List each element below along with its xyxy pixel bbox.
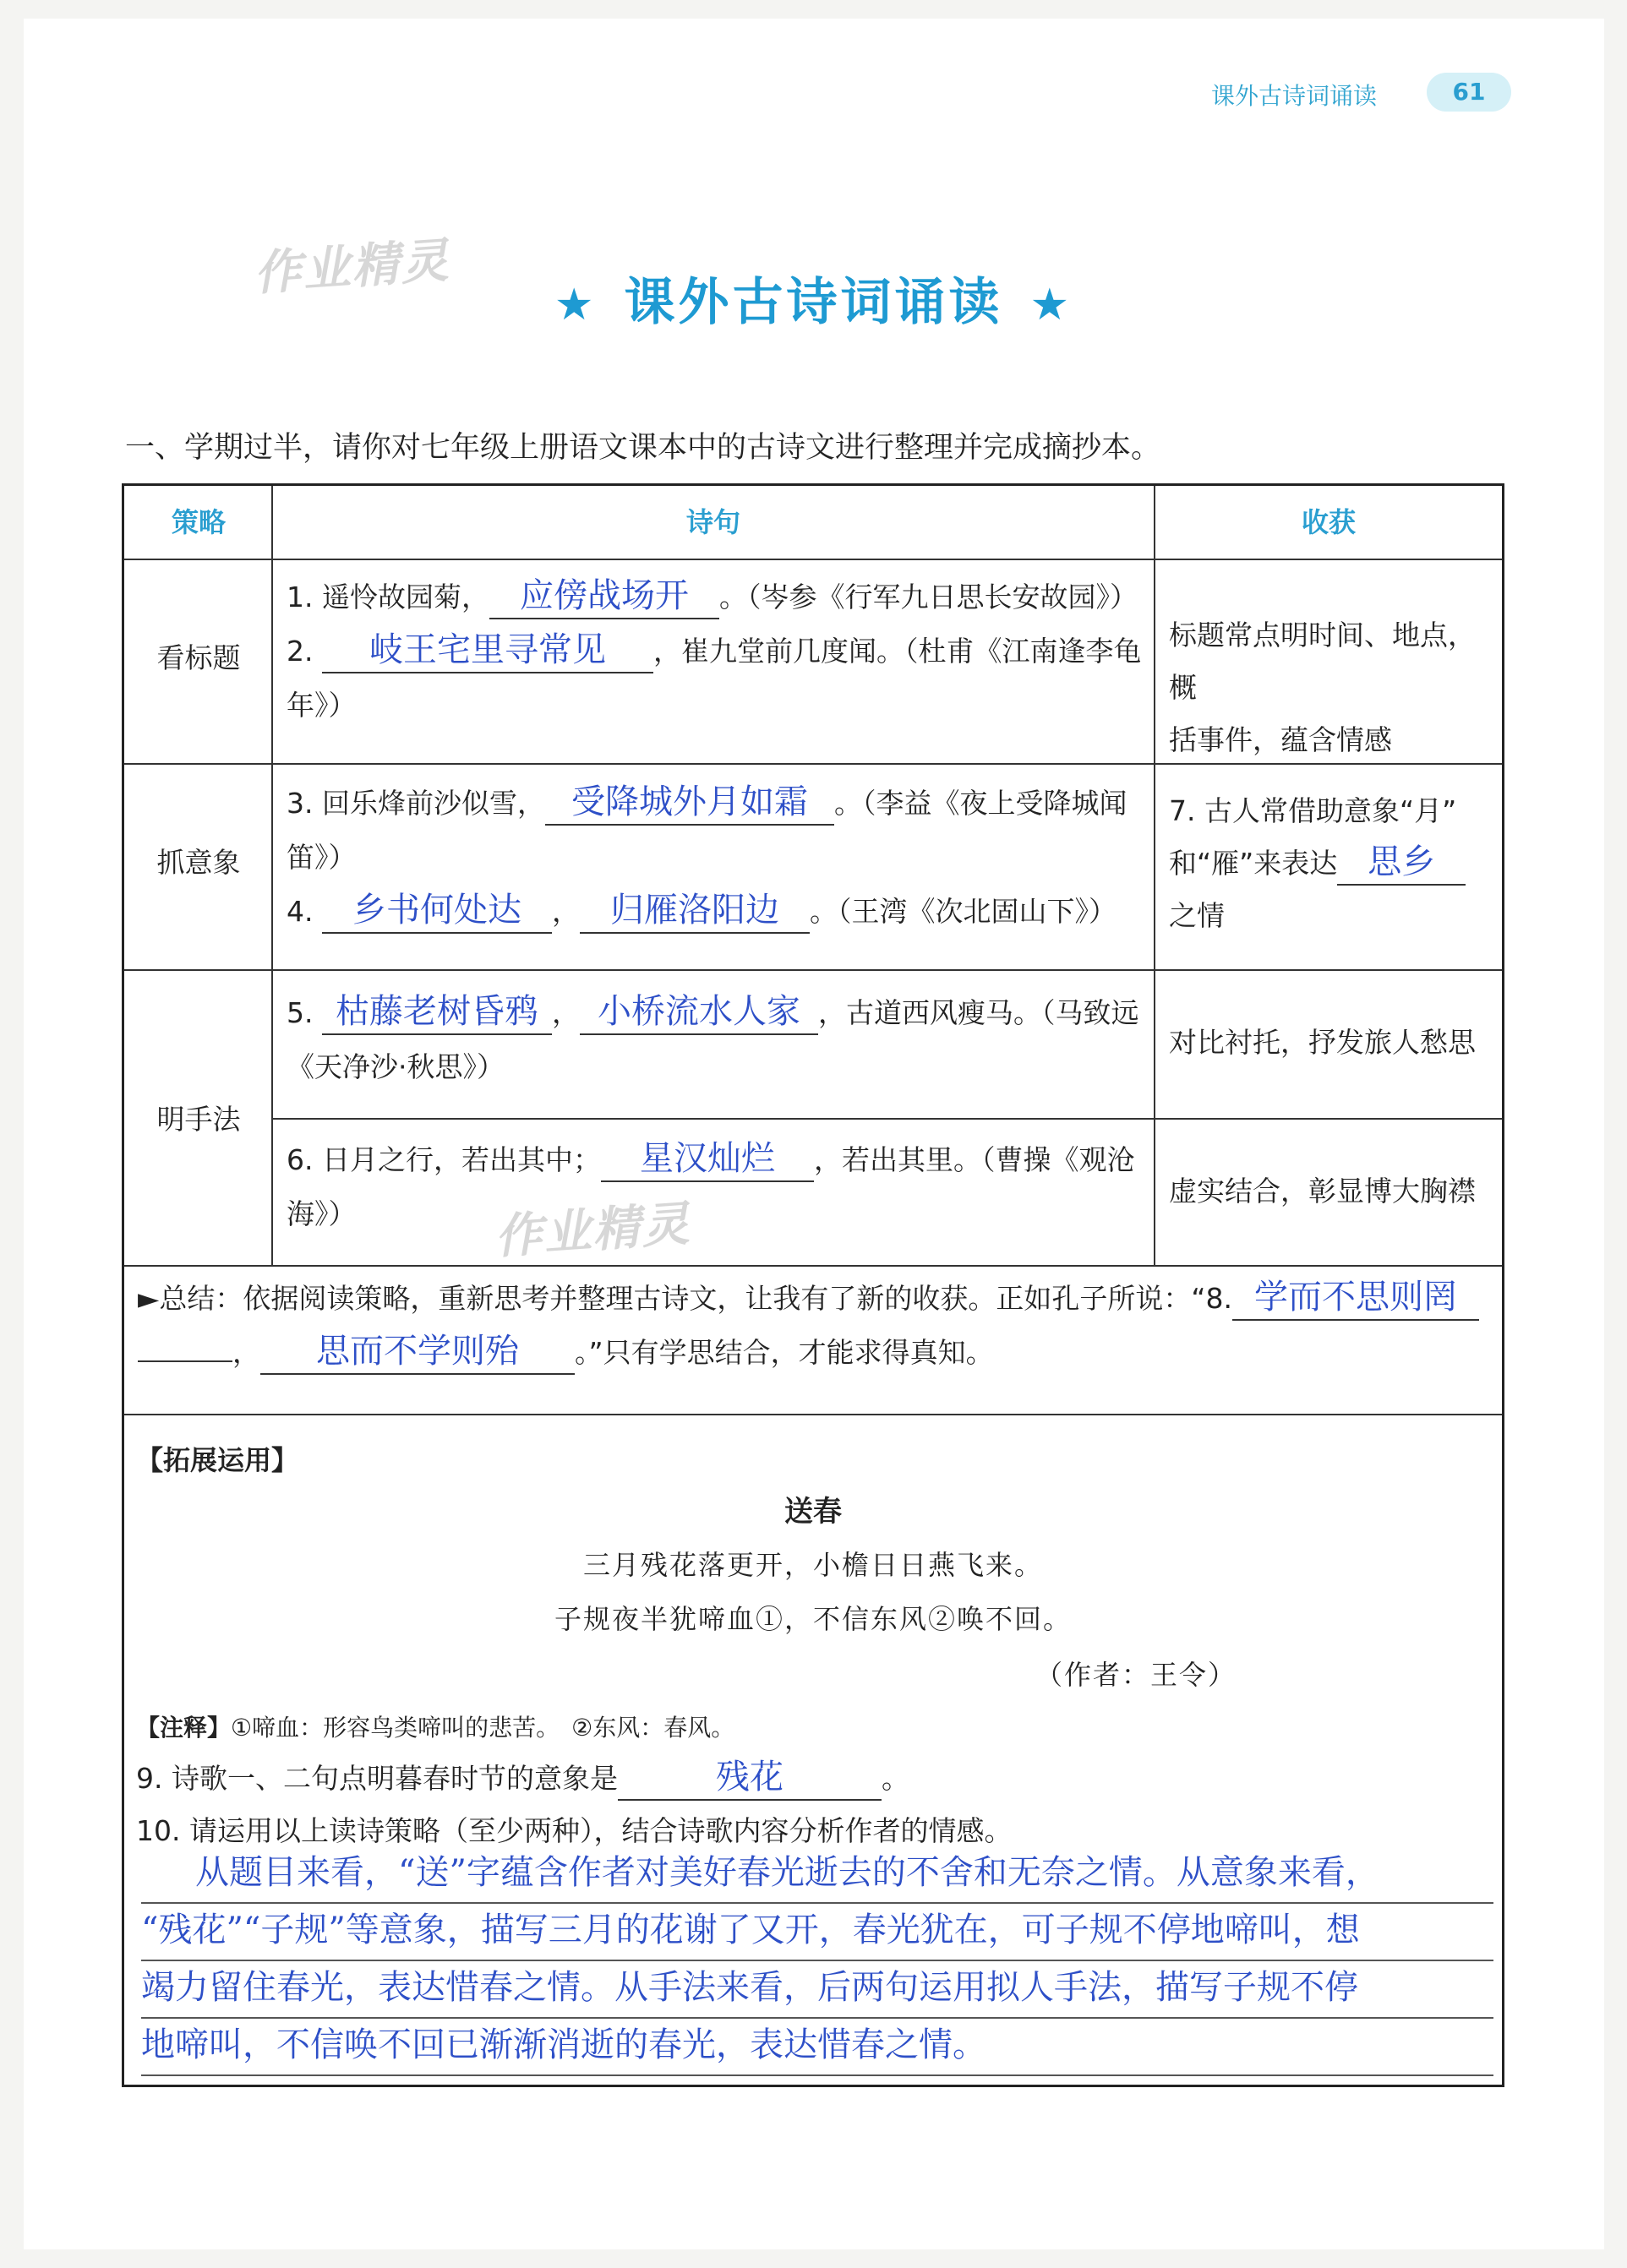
question-9: 9. 诗歌一、二句点明暮春时节的意象是 残花 。 [136, 1753, 909, 1804]
poem-line: 子规夜半犹啼血①，不信东风②唤不回。 [554, 1603, 1072, 1635]
verse-cell [287, 986, 1149, 1094]
divider [124, 559, 1502, 560]
answer-blank[interactable]: 思乡 [1337, 840, 1466, 886]
verse-item-2: 2. 岐王宅里寻常见 ，崔九堂前几度闻。（杜甫《江南逢李龟 [287, 624, 1149, 679]
answer-line[interactable]: 地啼叫，不信唤不回已渐渐消逝的春光，表达惜春之情。 [141, 2019, 1493, 2076]
header-section-title: 课外古诗词诵读 [1211, 82, 1378, 110]
gain-cell: 对比衬托，抒发旅人愁思 [1169, 1026, 1476, 1059]
verse-item-4: 4. 乡书何处达 ， 归雁洛阳边 。（王湾《次北固山下》） [287, 885, 1149, 939]
answer-blank[interactable]: 应傍战场开 [489, 574, 719, 619]
watermark-top: 作业精灵 [252, 232, 452, 303]
table-header-verses: 诗句 [685, 506, 740, 538]
table-header-gains: 收获 [1301, 506, 1356, 538]
answer-blank[interactable]: 思而不学则殆 [260, 1329, 575, 1375]
question-1-prompt: 一、学期过半，请你对七年级上册语文课本中的古诗文进行整理并完成摘抄本。 [125, 431, 1161, 465]
strategy-label: 看标题 [156, 641, 241, 674]
divider [1154, 486, 1155, 1265]
gain-cell: 虚实结合，彰显博大胸襟 [1169, 1175, 1476, 1208]
summary-text: ►总结：依据阅读策略，重新思考并整理古诗文，让我有了新的收获。正如孔子所说：“8. [138, 1282, 1232, 1315]
answer-line[interactable]: 竭力留住春光，表达惜春之情。从手法来看，后两句运用拟人手法，描写子规不停 [141, 1961, 1493, 2019]
divider [124, 1414, 1502, 1415]
answer-blank[interactable]: 残花 [618, 1755, 882, 1801]
gain-line: 7. 古人常借助意象“月” [1169, 794, 1457, 827]
strategy-label: 抓意象 [156, 846, 241, 879]
summary-text: 。”只有学思结合，才能求得真知。 [575, 1336, 994, 1369]
poem-line: 三月残花落更开，小檐日日燕飞来。 [582, 1549, 1043, 1581]
question-10: 10. 请运用以上读诗策略（至少两种），结合诗歌内容分析作者的情感。 [136, 1814, 1013, 1847]
page-number-badge: 61 [1427, 73, 1511, 112]
verse-item-6-cont: 海》） [287, 1197, 357, 1230]
answer-blank[interactable]: 受降城外月如霜 [545, 780, 834, 826]
verse-item-6: 6. 日月之行，若出其中； 星汉灿烂 ，若出其里。（曹操《观沧 [287, 1133, 1149, 1187]
verse-cell [287, 777, 1149, 939]
extension-label: 【拓展运用】 [136, 1444, 299, 1476]
poem-notes: 【注释】①啼血：形容鸟类啼叫的悲苦。 ②东风：春风。 [136, 1714, 735, 1742]
worksheet-frame [122, 483, 1504, 2087]
divider [273, 1118, 1502, 1120]
verse-item-3: 3. 回乐烽前沙似雪， 受降城外月如霜 。（李益《夜上受降城闻 [287, 777, 1149, 831]
answer-blank[interactable]: 小桥流水人家 [580, 990, 818, 1035]
gain-line: 之情 [1169, 899, 1225, 932]
summary-block: ►总结：依据阅读策略，重新思考并整理古诗文，让我有了新的收获。正如孔子所说：“8. 学而不思则罔 ， 思而不学则殆 。”只有学思结合，才能求得真知。 [138, 1272, 1490, 1380]
answer-blank[interactable]: 归雁洛阳边 [580, 888, 810, 934]
verse-cell [287, 1133, 1149, 1241]
answer-line[interactable]: “残花”“子规”等意象，描写三月的花谢了又开，春光犹在，可子规不停地啼叫，想 [141, 1904, 1493, 1961]
answer-blank[interactable]: 星汉灿烂 [601, 1137, 814, 1182]
verse-item-5-cont: 《天净沙·秋思》） [287, 1050, 505, 1083]
gain-cell [1169, 785, 1499, 942]
poem-title: 送春 [784, 1495, 842, 1529]
answer-blank[interactable]: 枯藤老树昏鸦 [322, 990, 552, 1035]
question-10-answer[interactable] [141, 1846, 1493, 2076]
verse-item-2-cont: 年》） [287, 689, 357, 722]
star-icon: ★ [1029, 280, 1073, 330]
answer-line[interactable]: 从题目来看，“送”字蕴含作者对美好春光逝去的不舍和无奈之情。从意象来看， [141, 1846, 1493, 1904]
answer-blank[interactable]: 学而不思则罔 [1232, 1275, 1479, 1321]
verse-cell [287, 570, 1149, 733]
page-title-text: 课外古诗词诵读 [624, 273, 1003, 332]
gain-line: 和“雁”来表达 思乡 [1169, 837, 1499, 890]
verse-item-3-cont: 笛》） [287, 841, 357, 874]
watermark-middle: 作业精灵 [493, 1196, 693, 1266]
star-icon: ★ [554, 280, 598, 330]
table-header-strategy: 策略 [171, 506, 226, 538]
answer-blank[interactable] [138, 1360, 232, 1362]
gain-cell [1169, 609, 1499, 766]
strategy-label: 明手法 [156, 1103, 241, 1136]
gain-line: 标题常点明时间、地点，概 [1169, 619, 1476, 704]
gain-line: 括事件，蕴含情感 [1169, 723, 1392, 756]
verse-item-5: 5. 枯藤老树昏鸦 ， 小桥流水人家 ，古道西风瘦马。（马致远 [287, 986, 1149, 1040]
divider [124, 969, 1502, 971]
answer-blank[interactable]: 乡书何处达 [322, 888, 552, 934]
answer-blank[interactable]: 岐王宅里寻常见 [322, 628, 653, 673]
poem-author: （作者：王令） [1035, 1659, 1237, 1691]
page-title [0, 262, 1627, 335]
verse-item-1: 1. 遥怜故园菊， 应傍战场开 。（岑参《行军九日思长安故园》） [287, 570, 1149, 624]
divider [124, 1265, 1502, 1267]
